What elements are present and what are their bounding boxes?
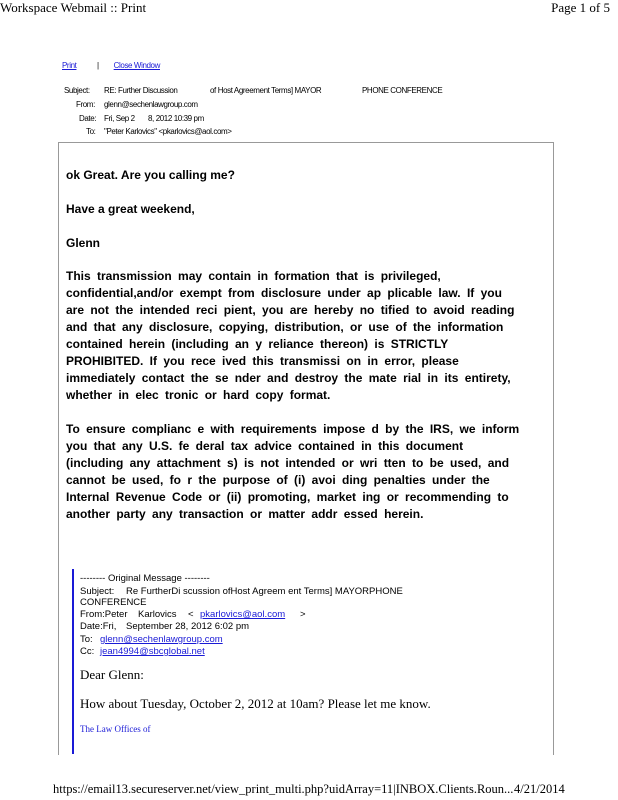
- text-line: PROHIBITED. If you rece ived this transmissi on in error, please: [66, 354, 459, 368]
- window-title: Workspace Webmail :: Print: [0, 0, 147, 15]
- date-value-a: Fri, Sep 2: [104, 114, 135, 123]
- subject-value-c: PHONE CONFERENCE: [362, 86, 443, 95]
- quoted-date-label: Date:Fri,: [80, 621, 117, 632]
- toolbar: [62, 61, 176, 70]
- quoted-from-email-link[interactable]: pkarlovics@aol.com: [200, 609, 286, 620]
- quoted-from-label: From:Peter: [80, 609, 128, 620]
- to-label: To:: [86, 127, 96, 136]
- quoted-signature: The Law Offices of: [80, 724, 151, 734]
- text-line: This transmission may contain in formation that is privileged,: [66, 269, 441, 283]
- subject-label: Subject:: [64, 86, 90, 95]
- quoted-message: How about Tuesday, October 2, 2012 at 10am? Please let me know.: [80, 696, 431, 711]
- disclaimer-paragraph-2: [66, 421, 536, 523]
- message-signoff: Glenn: [66, 236, 101, 250]
- quoted-greeting: Dear Glenn:: [80, 667, 144, 682]
- text-line: you that any U.S. fe deral tax advice contained in this document: [66, 439, 464, 453]
- text-line: and that any disclosure, copying, distribution, or use of the information: [66, 320, 504, 334]
- page-number: Page 1 of 5: [551, 0, 610, 15]
- subject-value-a: RE: Further Discussion: [104, 86, 178, 95]
- quoted-cc-email-link[interactable]: jean4994@sbcglobal.net: [100, 646, 205, 657]
- quoted-from-name: Karlovics: [138, 609, 177, 620]
- message-line-2: Have a great weekend,: [66, 202, 195, 216]
- quoted-from-gt: >: [300, 609, 306, 620]
- quoted-to-email-link[interactable]: glenn@sechenlawgroup.com: [100, 634, 223, 645]
- from-value: glenn@sechenlawgroup.com: [104, 100, 198, 109]
- text-line: immediately contact the se nder and destroy the mate rial in its entirety,: [66, 371, 511, 385]
- text-line: whether in elec tronic or hard copy format.: [66, 388, 331, 402]
- quoted-subject-value-cont: CONFERENCE: [80, 597, 147, 608]
- text-line: cannot be used, fo r the purpose of (i) avoi ding penalties under the: [66, 473, 490, 487]
- text-line: To ensure complianc e with requirements impose d by the IRS, we inform: [66, 422, 520, 436]
- quoted-cc-label: Cc:: [80, 646, 95, 657]
- toolbar-separator: |: [96, 61, 99, 70]
- text-line: Internal Revenue Code or (ii) promoting, market ing or recommending to: [66, 490, 509, 504]
- quote-bar: [72, 569, 74, 754]
- date-value-b: 8, 2012 10:39 pm: [148, 114, 204, 123]
- quoted-subject-value: Re FurtherDi scussion ofHost Agreem ent Terms] MAYORPHONE: [126, 586, 403, 597]
- to-value: "Peter Karlovics" <pkarlovics@aol.com>: [104, 127, 232, 136]
- subject-value-b: of Host Agreement Terms] MAYOR: [210, 86, 322, 95]
- text-line: (including any attachment s) is not intended or wri tten to be used, and: [66, 456, 510, 470]
- from-label: From:: [76, 100, 95, 109]
- text-line: another party any transaction or matter addr essed herein.: [66, 507, 424, 521]
- footer-url: https://email13.secureserver.net/view_print_multi.php?uidArray=11|INBOX.Clients.Roun...: [53, 782, 514, 796]
- quoted-to-label: To:: [80, 634, 93, 645]
- disclaimer-paragraph-1: [66, 268, 536, 404]
- print-link[interactable]: Print: [62, 61, 77, 70]
- text-line: contained herein (including an y reliance thereon) is STRICTLY: [66, 337, 449, 351]
- close-window-link[interactable]: Close Window: [113, 61, 160, 70]
- quoted-from-lt: <: [188, 609, 194, 620]
- footer-date: 4/21/2014: [514, 782, 565, 796]
- original-message-divider: -------- Original Message --------: [80, 573, 210, 584]
- date-label: Date:: [79, 114, 97, 123]
- message-line-1: ok Great. Are you calling me?: [66, 168, 235, 182]
- quoted-subject-label: Subject:: [80, 586, 115, 597]
- text-line: confidential,and/or exempt from disclosure under ap plicable law. If you: [66, 286, 502, 300]
- quoted-date-value: September 28, 2012 6:02 pm: [126, 621, 250, 632]
- text-line: are not the intended reci pient, you are hereby no tified to avoid reading: [66, 303, 515, 317]
